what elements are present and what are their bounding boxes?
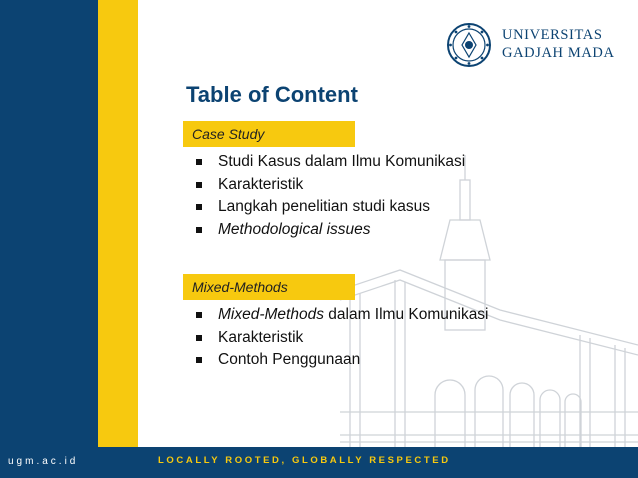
list-item-text: Karakteristik <box>218 328 304 346</box>
ugm-seal-icon <box>446 22 492 68</box>
bullet-icon <box>196 335 202 341</box>
list-item <box>196 219 465 242</box>
list-item <box>196 174 465 197</box>
list-item-text: Karakteristik <box>218 175 304 193</box>
section-label-case-study: Case Study <box>183 121 355 147</box>
list-item <box>196 151 465 174</box>
case-study-list <box>196 151 465 241</box>
section-label-mixed-methods: Mixed-Methods <box>183 274 355 300</box>
bullet-icon <box>196 182 202 188</box>
footer-url: ugm.ac.id <box>8 456 79 467</box>
ugm-logo <box>446 20 626 78</box>
list-item-text: dalam Ilmu Komunikasi <box>323 306 489 323</box>
footer-tagline: LOCALLY ROOTED, GLOBALLY RESPECTED <box>158 455 451 466</box>
list-item <box>196 349 489 372</box>
list-item-prefix: Mixed-Methods <box>218 306 324 323</box>
list-item-text: Contoh Penggunaan <box>218 351 361 368</box>
bullet-icon <box>196 204 202 210</box>
list-item-text: Langkah penelitian studi kasus <box>218 198 430 215</box>
left-navy-bar <box>0 0 98 478</box>
bullet-icon <box>196 357 202 363</box>
logo-line-2: GADJAH MADA <box>502 45 615 61</box>
bullet-icon <box>196 227 202 233</box>
slide-title: Table of Content <box>186 82 358 107</box>
bullet-icon <box>196 312 202 318</box>
mixed-methods-list <box>196 304 489 372</box>
left-yellow-bar <box>98 0 138 478</box>
list-item <box>196 196 465 219</box>
list-item-text: Methodological issues <box>218 220 371 238</box>
list-item <box>196 304 489 327</box>
logo-wordmark <box>502 26 615 62</box>
list-item-text: Studi Kasus dalam Ilmu Komunikasi <box>218 153 466 170</box>
list-item <box>196 327 489 350</box>
logo-line-1: UNIVERSITAS <box>502 27 603 43</box>
bullet-icon <box>196 159 202 165</box>
